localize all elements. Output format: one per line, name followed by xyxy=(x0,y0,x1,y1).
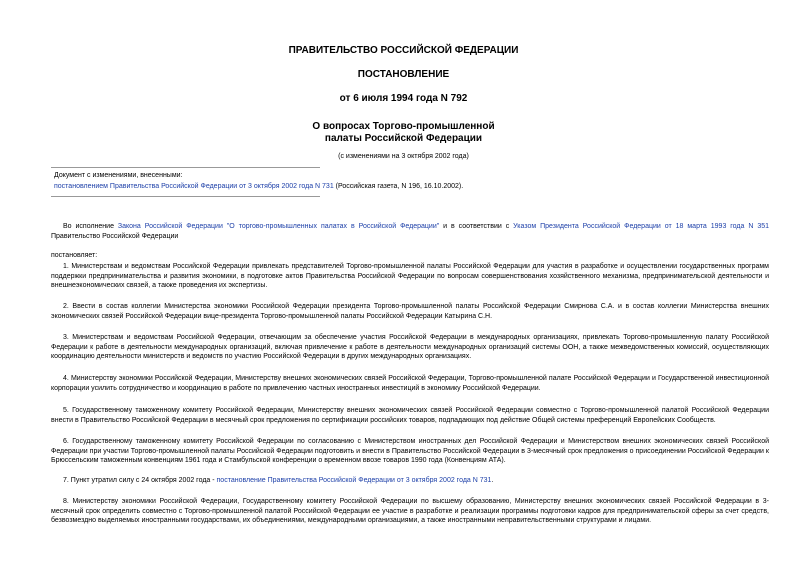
note-bottom-rule xyxy=(51,196,320,197)
paragraph-2: 2. Ввести в состав коллегии Министерства экономики Российской Федерации президента Торгово-промышленной палаты Российской Федерации Смирнова С.А. и в состав коллегии Министерства внешних экономических связей Российской Федерации вице-президента Торгово-промышленной палаты Российской Федерации Катырина С.Н. xyxy=(51,303,769,320)
title-line-1: О вопросах Торгово-промышленной xyxy=(312,121,495,132)
presidential-decree-link[interactable]: Указом Президента Российской Федерации от 18 марта 1993 года N 351 xyxy=(513,223,770,230)
chambers-law-link[interactable]: Закона Российской Федерации "О торгово-промышленных палатах в Российской Федерации" xyxy=(117,223,440,230)
paragraph-6: 6. Государственному таможенному комитету Российской Федерации по согласованию с Министерством иностранных дел Российской Федерации и Министерством внешних экономических связей Российской Федерации при участии Торгово-промышленной палаты Российской Федерации подготовить и внести в Правительство Российской Федерации в 3-месячный срок предложения о присоединении Российской Федерации к Брюссельским таможенным конвенциям 1961 года и Стамбульской конференции о временном ввозе товаров 1990 года (Конвенциям АТА). xyxy=(51,438,769,465)
document-type: ПОСТАНОВЛЕНИЕ xyxy=(357,69,450,80)
intro-paragraph xyxy=(51,222,769,241)
government-heading: ПРАВИТЕЛЬСТВО РОССИЙСКОЙ ФЕДЕРАЦИИ xyxy=(288,45,519,56)
paragraph-8: 8. Министерству экономики Российской Федерации, Государственному комитету Российской Федерации по высшему образованию, Министерству внешних экономических связей Российской Федерации в 3-месячный срок определить совместно с Торгово-промышленной палатой Российской Федерации ее участие в разработке и реализации программы подготовки кадров для предпринимательской сферы за счет средств, безвозмездно выделяемых иностранными государствами, их объединениями, международными организациями, а также иностранными неправительственными структурами и лицами. xyxy=(51,498,769,525)
paragraph-7-end: . xyxy=(491,477,494,484)
paragraph-3: 3. Министерствам и ведомствам Российской Федерации, отвечающим за обеспечение участия Российской Федерации в международных организациях, привлекать Торгово-промышленную палату Российской Федерации к работе в деятельности международных организаций, включая привлечение к работе в деятельности международных организаций системы ООН, а также межведомственных комиссий, осуществляющих координацию деятельности министерств и ведомств по участию Российской Федерации в других международных организациях. xyxy=(51,334,769,361)
paragraph-1: 1. Министерствам и ведомствам Российской Федерации привлекать представителей Торгово-промышленной палаты Российской Федерации для участия в разработке и осуществлении государственных программ поддержки предпринимательства и развития экономики, в подготовке актов Правительства Российской Федерации по вопросам совершенствования хозяйственного механизма, предпринимательской деятельности и внешнеэкономических связей, а также проведения их экспертизы. xyxy=(51,263,769,290)
paragraph-5: 5. Государственному таможенному комитету Российской Федерации, Министерству внешних экономических связей Российской Федерации совместно с Торгово-промышленной палатой Российской Федерации внести в Правительство Российской Федерации в месячный срок предложения по сертификации российских товаров, подпадающих под действие Общей системы преференций Европейских Сообществ. xyxy=(51,407,769,424)
paragraph-7 xyxy=(51,476,769,486)
amendment-source-tail: (Российская газета, N 196, 16.10.2002). xyxy=(333,183,464,190)
repeal-decree-link[interactable]: постановление Правительства Российской Федерации от 3 октября 2002 года N 731 xyxy=(216,477,492,484)
date-and-number: от 6 июля 1994 года N 792 xyxy=(339,93,468,104)
intro-text-3: Правительство Российской Федерации xyxy=(51,232,179,240)
amendments-note: (с изменениями на 3 октября 2002 года) xyxy=(338,153,469,160)
paragraph-4: 4. Министерству экономики Российской Федерации, Министерству внешних экономических связей Российской Федерации, Торгово-промышленной палате Российской Федерации и Государственной инвестиционной корпорации усилить сотрудничество и координацию в работе по привлечению частных иностранных инвестиций в экономику Российской Федерации. xyxy=(51,375,769,392)
decree-word: постановляет: xyxy=(51,252,98,259)
title-line-2: палаты Российской Федерации xyxy=(324,133,483,144)
intro-text-1: Во исполнение xyxy=(63,223,118,230)
amendment-note-label: Документ с изменениями, внесенными: xyxy=(54,172,183,179)
paragraph-7-text: 7. Пункт утратил силу с 24 октября 2002 года - xyxy=(63,477,217,484)
note-top-rule xyxy=(51,167,320,168)
amending-decree-link[interactable]: постановлением Правительства Российской Федерации от 3 октября 2002 года N 731 xyxy=(54,183,334,190)
amendment-note-source xyxy=(54,181,463,193)
intro-text-2: и в соответствии с xyxy=(439,223,514,230)
